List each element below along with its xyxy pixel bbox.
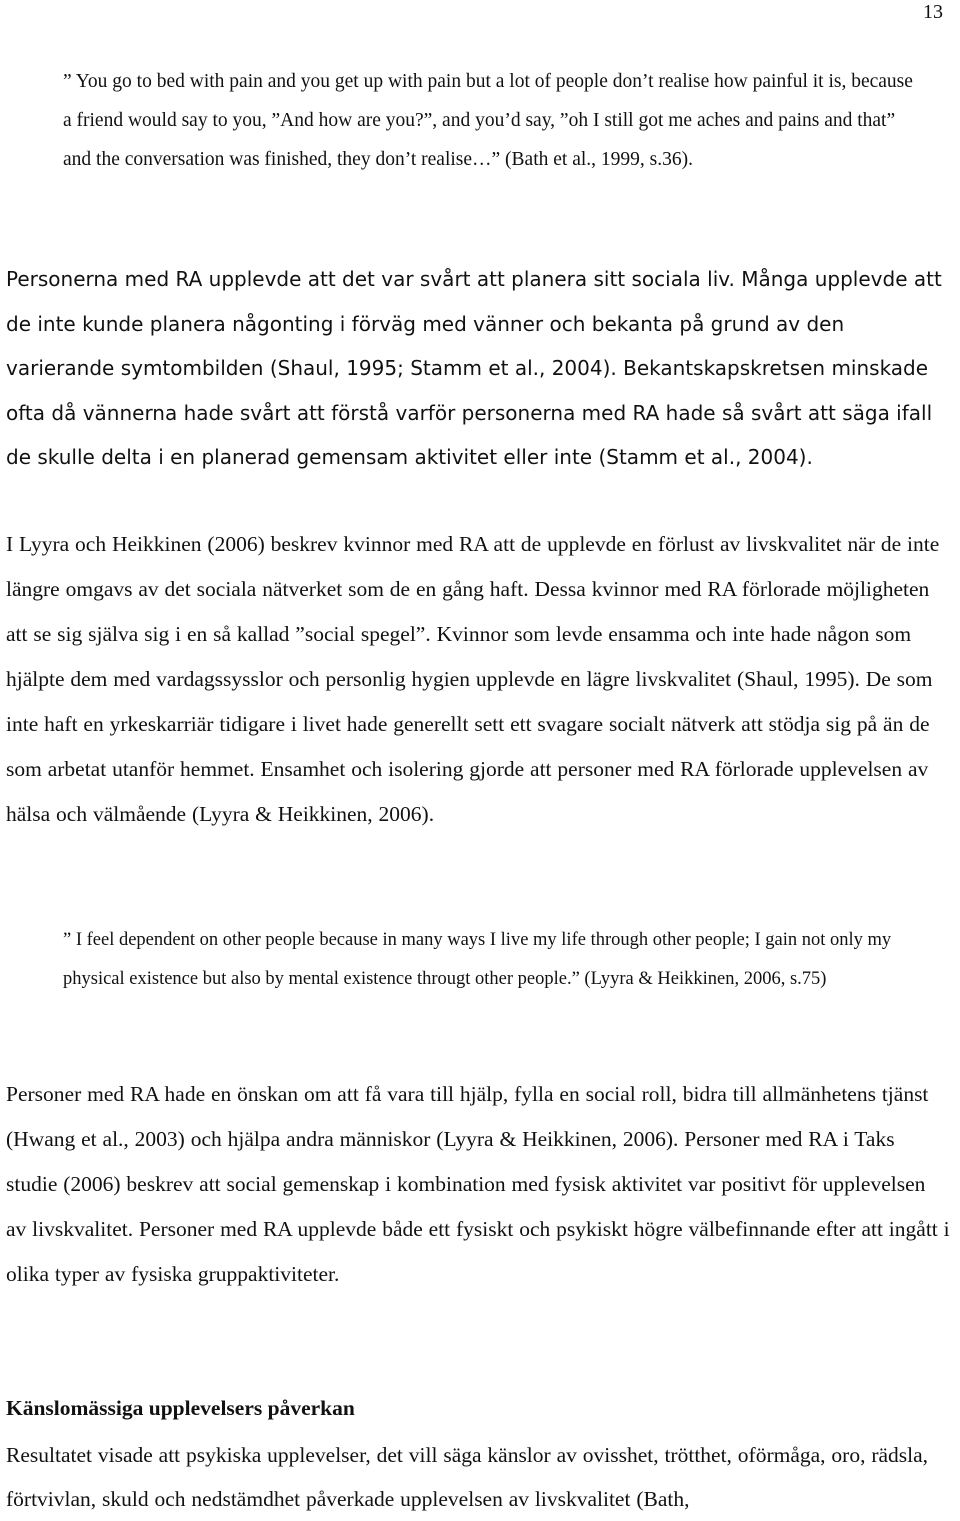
- paragraph-emotional-experiences: Resultatet visade att psykiska upplevelser, det vill säga känslor av ovisshet, trötthet, oförmåga, oro, rädsla, förtvivlan, skuld och nedstämdhet påverkade upplevelsen av livskvalitet (Bath,: [6, 1443, 929, 1511]
- paragraph-social-planning: Personerna med RA upplevde att det var svårt att planera sitt sociala liv. Många upplevde att de inte kunde planera någonting i förväg med vänner och bekanta på grund av den varierande symtombilden (Shaul, 1995; Stamm et al., 2004). Bekantskapskretsen minskade ofta då vännerna hade svårt att förstå varför personerna med RA hade så svårt att säga ifall de skulle delta i en planerad gemensam aktivitet eller inte (Stamm et al., 2004).: [6, 267, 942, 469]
- page-number: 13: [923, 1, 943, 23]
- paragraph-social-network: I Lyyra och Heikkinen (2006) beskrev kvinnor med RA att de upplevde en förlust av livskvalitet när de inte längre omgavs av det sociala nätverket som de en gång haft. Dessa kvinnor med RA förlorade möjligheten att se sig själva sig i en så kallad ”social spegel”. Kvinnor som levde ensamma och inte hade någon som hjälpte dem med vardagssysslor och personlig hygien upplevde en lägre livskvalitet (Shaul, 1995). De som inte haft en yrkeskarriär tidigare i livet hade generellt sett ett svagare socialt nätverk att stödja sig på än de som arbetat utanför hemmet. Ensamhet och isolering gjorde att personer med RA förlorade upplevelsen av hälsa och välmående (Lyyra & Heikkinen, 2006).: [6, 532, 940, 826]
- block-quote-dependence: ” I feel dependent on other people because in many ways I live my life through other people; I gain not only my physical existence but also by mental existence througt other people.” (Lyyra & Heikkinen, 2006, s.75): [63, 930, 892, 989]
- section-heading: Känslomässiga upplevelsers påverkan: [6, 1396, 355, 1420]
- paragraph-social-role: Personer med RA hade en önskan om att få vara till hjälp, fylla en social roll, bidra till allmänhetens tjänst (Hwang et al., 2003) och hjälpa andra människor (Lyyra & Heikkinen, 2006). Personer med RA i Taks studie (2006) beskrev att social gemenskap i kombination med fysisk aktivitet var positivt för upplevelsen av livskvalitet. Personer med RA upplevde både ett fysiskt och psykiskt högre välbefinnande efter att ingått i olika typer av fysiska gruppaktiviteter.: [6, 1082, 950, 1286]
- block-quote-patient: ” You go to bed with pain and you get up with pain but a lot of people don’t realise how painful it is, because a friend would say to you, ”And how are you?”, and you’d say, ”oh I still got me aches and pains and that” and the conversation was finished, they don’t realise…” (Bath et al., 1999, s.36).: [63, 71, 913, 170]
